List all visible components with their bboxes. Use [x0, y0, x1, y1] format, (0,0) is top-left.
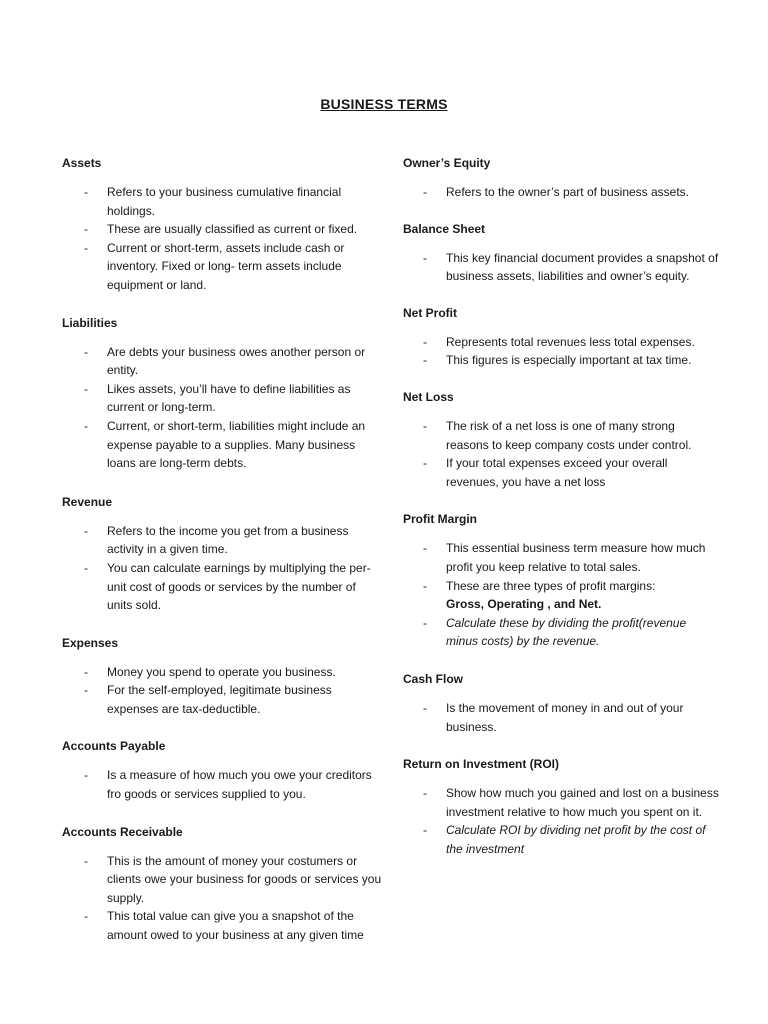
bullet-list	[62, 343, 382, 473]
list-item	[62, 681, 382, 718]
dash-bullet-icon: -	[423, 700, 427, 715]
dash-bullet-icon: -	[84, 240, 88, 255]
list-item-text: This is the amount of money your costumers or clients owe your business for goods or services you supply.	[107, 853, 382, 905]
list-item	[401, 821, 719, 858]
dash-bullet-icon: -	[84, 853, 88, 868]
section-heading: Balance Sheet	[403, 221, 486, 236]
section-net-loss	[401, 388, 719, 491]
bullet-list	[62, 663, 382, 719]
dash-bullet-icon: -	[423, 334, 427, 349]
list-item-text: Calculate these by dividing the profit(revenue minus costs) by the revenue.	[446, 615, 687, 649]
dash-bullet-icon: -	[423, 185, 427, 199]
bullet-list	[401, 183, 719, 202]
section-liabilities	[62, 314, 382, 473]
section-heading: Assets	[62, 156, 102, 170]
section-accounts-payable	[62, 737, 382, 803]
dash-bullet-icon: -	[423, 418, 427, 433]
bullet-list	[401, 333, 719, 370]
list-item-text: Is the movement of money in and out of your business.	[446, 700, 684, 734]
dash-bullet-icon: -	[84, 523, 88, 538]
bullet-list	[401, 249, 719, 286]
list-item	[401, 699, 719, 736]
section-heading: Accounts Receivable	[62, 824, 183, 839]
list-item	[401, 183, 719, 202]
right-column	[401, 154, 719, 858]
list-item	[62, 663, 382, 682]
section-heading: Expenses	[62, 635, 119, 650]
list-item	[401, 454, 719, 491]
dash-bullet-icon: -	[423, 786, 427, 801]
dash-bullet-icon: -	[84, 909, 88, 924]
list-item	[401, 539, 719, 576]
dash-bullet-icon: -	[84, 381, 88, 396]
list-item	[62, 766, 382, 803]
list-item-text: Show how much you gained and lost on a business investment relative to how much you spent on it.	[446, 786, 719, 819]
list-item	[62, 343, 382, 380]
section-heading: Owner’s Equity	[403, 156, 491, 170]
dash-bullet-icon: -	[84, 664, 88, 679]
bullet-list	[62, 766, 382, 803]
list-item	[401, 784, 719, 821]
section-net-profit	[401, 304, 719, 370]
bullet-list	[62, 852, 382, 945]
list-item-text: Refers to your business cumulative financial holdings.	[107, 185, 342, 218]
page-title: BUSINESS TERMS	[320, 96, 448, 112]
list-item	[401, 333, 719, 352]
dash-bullet-icon: -	[423, 456, 427, 471]
list-item-emphasis: Gross, Operating , and Net.	[446, 597, 602, 612]
dash-bullet-icon: -	[84, 768, 88, 783]
list-item	[62, 417, 382, 473]
bullet-list	[401, 784, 719, 858]
list-item-text: Money you spend to operate you business.	[107, 664, 336, 679]
dash-bullet-icon: -	[423, 250, 427, 265]
dash-bullet-icon: -	[84, 418, 88, 433]
section-assets	[62, 154, 382, 295]
section-heading: Net Profit	[403, 305, 457, 320]
list-item-text: Refers to the owner’s part of business assets.	[446, 185, 690, 199]
list-item-text: Are debts your business owes another person or entity.	[107, 344, 366, 378]
list-item-text: This key financial document provides a snapshot of business assets, liabilities and owner’s equity.	[446, 250, 719, 284]
list-item	[62, 239, 382, 295]
list-item	[62, 907, 382, 944]
section-heading: Liabilities	[62, 315, 118, 330]
list-item-text: This figures is especially important at tax time.	[446, 353, 692, 368]
list-item	[401, 249, 719, 286]
list-item-text: These are three types of profit margins:	[446, 578, 656, 593]
section-heading: Revenue	[62, 494, 113, 509]
bullet-list	[401, 417, 719, 491]
bullet-list	[62, 183, 382, 295]
dash-bullet-icon: -	[84, 185, 88, 199]
section-heading: Cash Flow	[403, 671, 464, 686]
list-item	[401, 351, 719, 370]
dash-bullet-icon: -	[423, 541, 427, 556]
dash-bullet-icon: -	[84, 560, 88, 575]
list-item	[62, 522, 382, 559]
section-cash-flow	[401, 670, 719, 736]
dash-bullet-icon: -	[423, 578, 427, 593]
list-item	[401, 417, 719, 454]
list-item	[62, 380, 382, 417]
list-item-text: Likes assets, you’ll have to define liabilities as current or long-term.	[107, 381, 351, 415]
list-item-text: Represents total revenues less total expenses.	[446, 334, 695, 349]
section-return-on-investment-roi	[401, 755, 719, 858]
section-owner-s-equity	[401, 154, 719, 202]
section-profit-margin	[401, 510, 719, 651]
list-item-text: Current, or short-term, liabilities might include an expense payable to a supplies. Many business loans are long-term debts.	[107, 418, 366, 471]
bullet-list	[401, 699, 719, 736]
list-item-text: This essential business term measure how much profit you keep relative to total sales.	[446, 541, 706, 574]
list-item-text: If your total expenses exceed your overall revenues, you have a net loss	[446, 456, 668, 489]
dash-bullet-icon: -	[423, 353, 427, 368]
section-heading: Return on Investment (ROI)	[403, 757, 560, 772]
list-item-text: The risk of a net loss is one of many strong reasons to keep company costs under control.	[446, 418, 692, 452]
list-item-text: Current or short-term, assets include cash or inventory. Fixed or long- term assets include equipment or land.	[107, 240, 345, 292]
left-column	[62, 154, 382, 945]
list-item	[62, 220, 382, 239]
dash-bullet-icon: -	[84, 344, 88, 359]
section-revenue	[62, 493, 382, 615]
section-heading: Net Loss	[403, 389, 454, 404]
list-item	[401, 577, 719, 614]
list-item-text: Refers to the income you get from a business activity in a given time.	[107, 523, 349, 557]
list-item	[401, 614, 719, 651]
section-accounts-receivable	[62, 823, 382, 945]
section-balance-sheet	[401, 220, 719, 286]
list-item	[62, 183, 382, 220]
dash-bullet-icon: -	[423, 615, 427, 630]
list-item-text: For the self-employed, legitimate business expenses are tax-deductible.	[107, 683, 332, 716]
list-item-text: This total value can give you a snapshot of the amount owed to your business at any given time	[107, 909, 364, 943]
bullet-list	[401, 539, 719, 651]
list-item	[62, 852, 382, 908]
bullet-list	[62, 522, 382, 615]
section-expenses	[62, 634, 382, 719]
section-heading: Profit Margin	[403, 512, 477, 527]
list-item-text: Calculate ROI by dividing net profit by the cost of the investment	[446, 823, 706, 856]
dash-bullet-icon: -	[84, 683, 88, 698]
list-item-text: These are usually classified as current or fixed.	[107, 222, 358, 237]
dash-bullet-icon: -	[423, 823, 427, 838]
list-item-text: You can calculate earnings by multiplying the per-unit cost of goods or services by the number of units sold.	[107, 560, 371, 613]
section-heading: Accounts Payable	[62, 739, 166, 754]
list-item-text: Is a measure of how much you owe your creditors fro goods or services supplied to you.	[107, 768, 372, 802]
dash-bullet-icon: -	[84, 222, 88, 237]
list-item	[62, 559, 382, 615]
